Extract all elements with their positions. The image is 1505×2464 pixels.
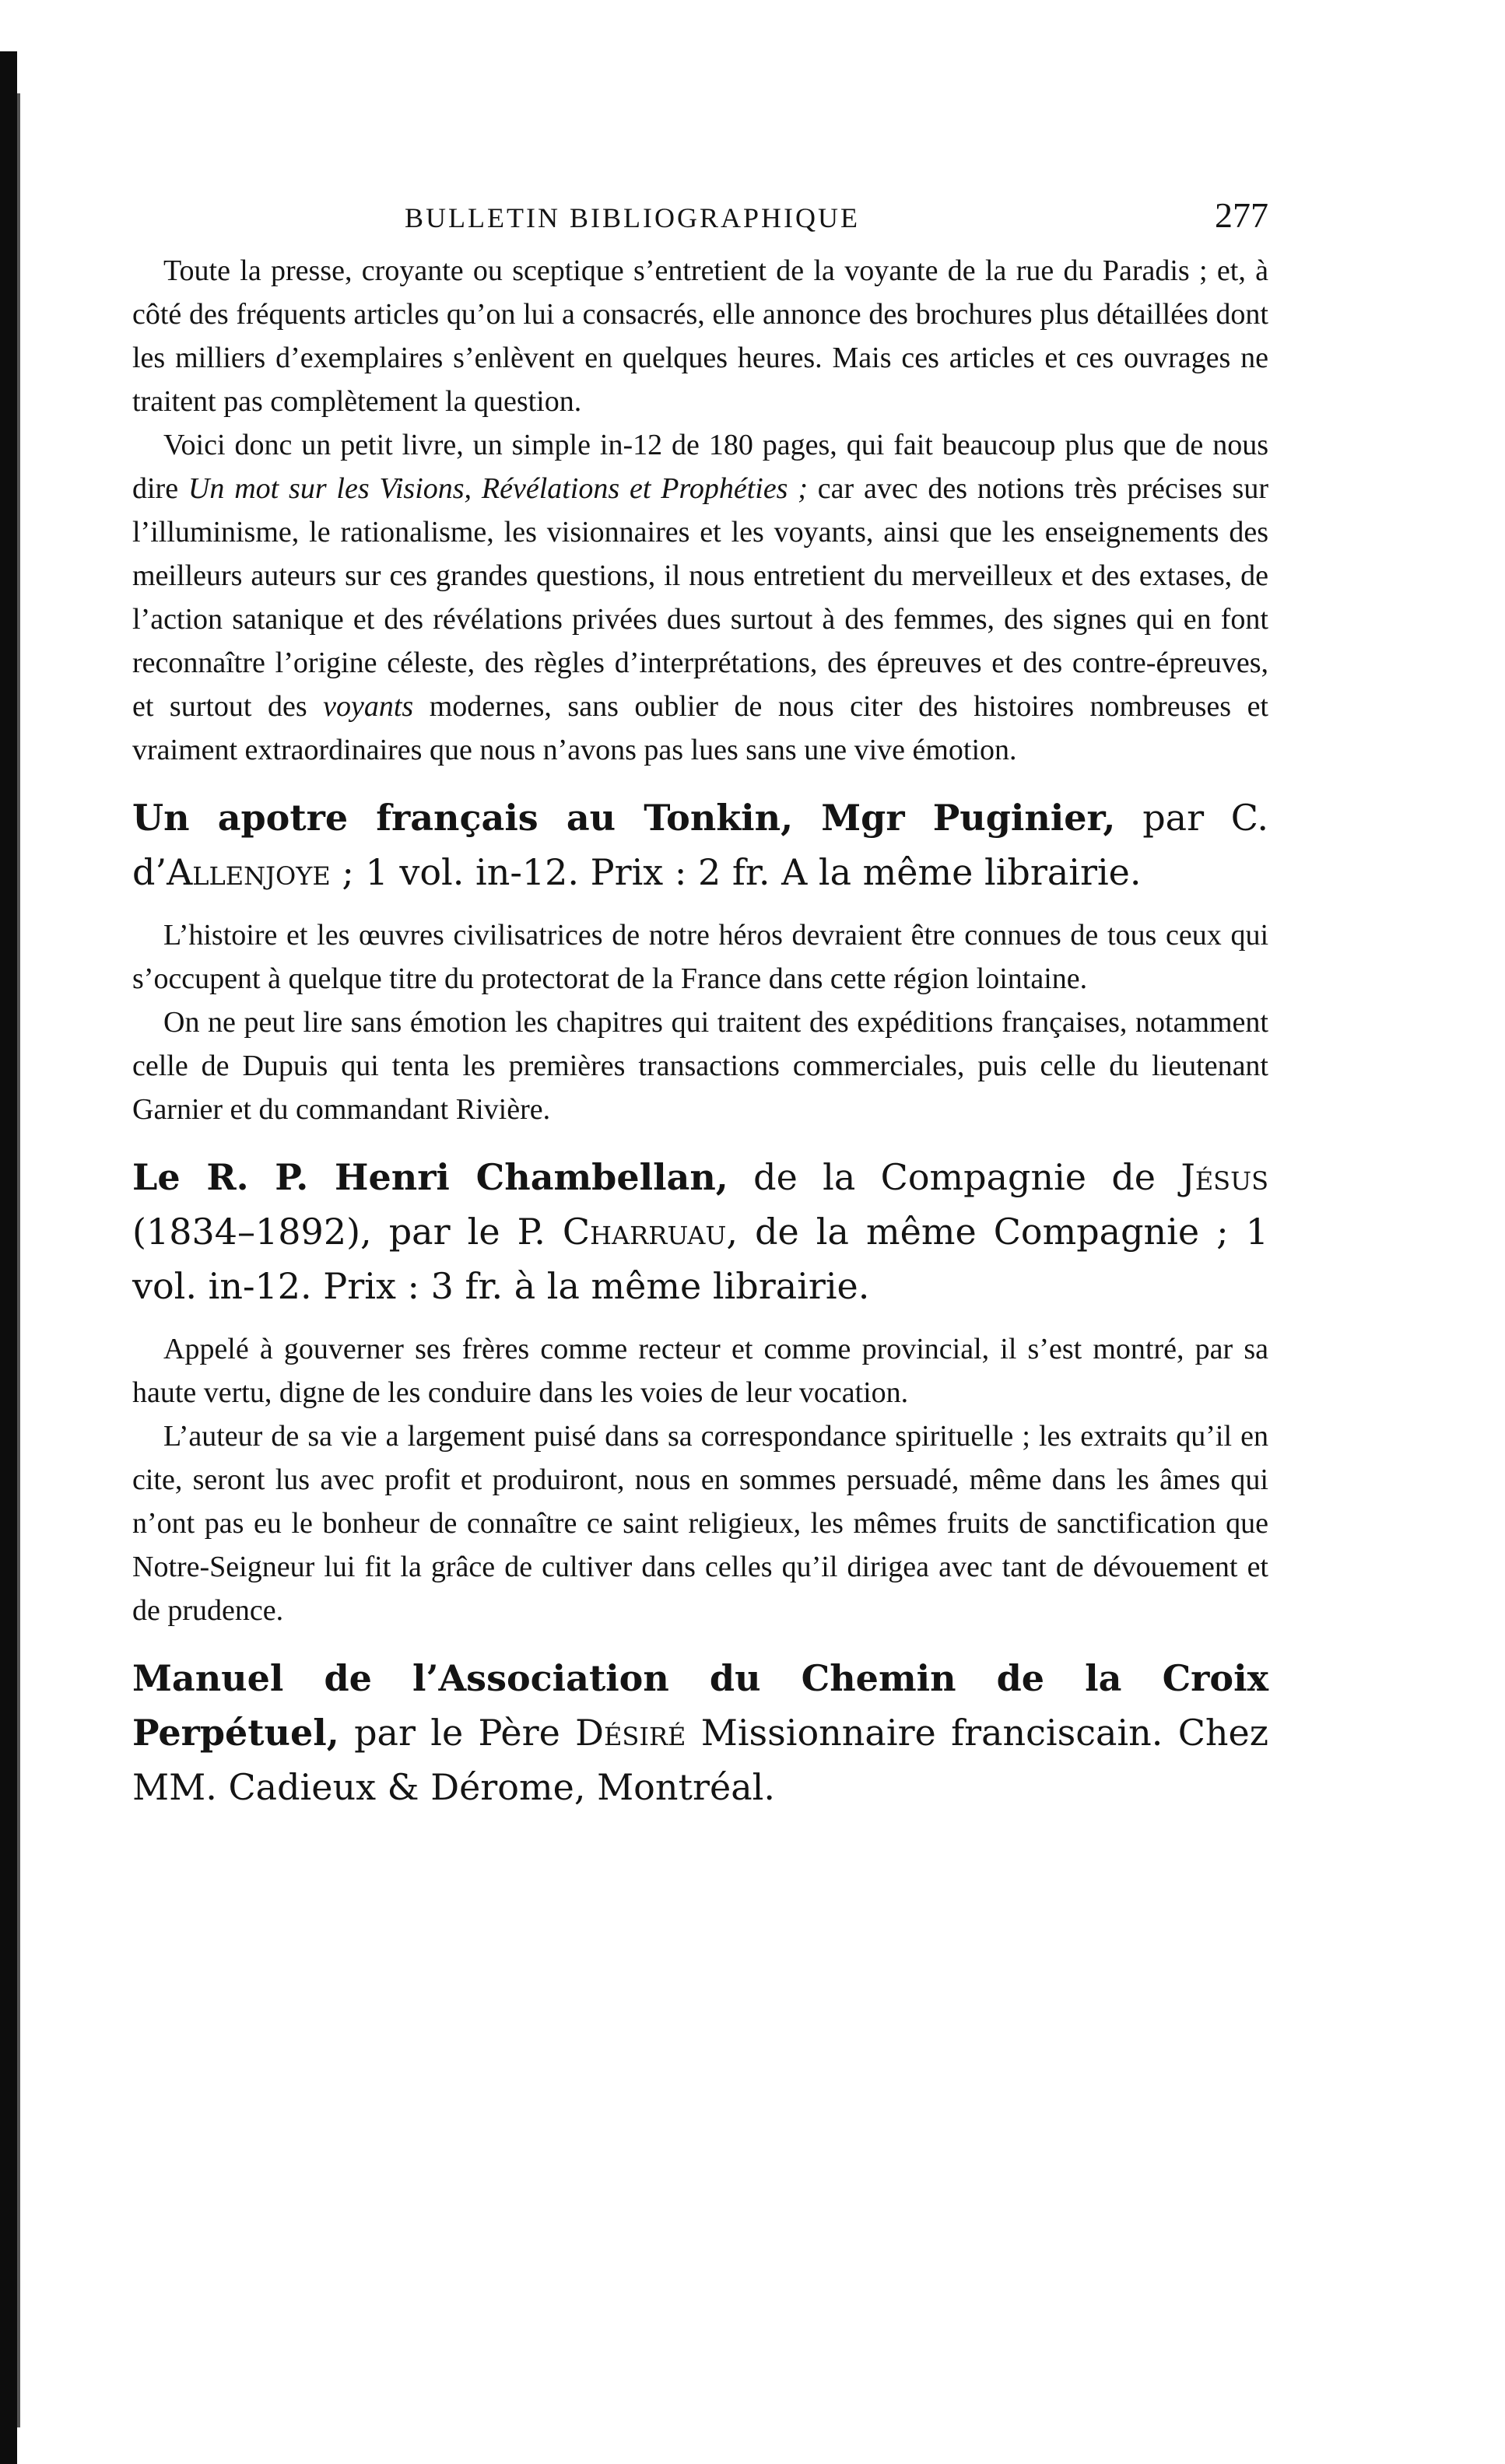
page-number: 277 <box>1215 195 1268 235</box>
spine-edge <box>17 93 20 2427</box>
author-name: Charruau <box>562 1211 727 1253</box>
page-content <box>132 195 1268 1828</box>
author-name: Allenjoye <box>167 851 331 893</box>
entry-title-bold: Manuel de l’Association du Chemin de la Croix Perpétuel, <box>132 1657 1268 1754</box>
review-paragraph: L’auteur de sa vie a largement puisé dans sa correspondance spirituelle ; les extraits qu’il en cite, seront lus avec profit et produiront, nous en sommes persuadé, même dans les âmes qui n’ont pas eu le bonheur de connaître ce saint religieux, les mêmes fruits de sanctification que Notre-Seigneur lui fit la grâce de cultiver dans celles qu’il dirigea avec tant de dévouement et de prudence. <box>132 1420 1268 1627</box>
cited-title: Un mot sur les Visions, Révélations et Prophéties ; <box>188 472 808 505</box>
author-name: Désiré <box>575 1712 686 1754</box>
emphasis: voyants <box>323 690 414 723</box>
running-head: BULLETIN BIBLIOGRAPHIQUE <box>405 202 860 233</box>
entry-heading-manuel <box>132 1651 1268 1814</box>
publication-details: , de la même Compagnie ; 1 vol. in-12. Prix : 3 fr. à la même librairie. <box>132 1211 1268 1307</box>
text-run: Jésus <box>1180 1156 1268 1198</box>
entry-heading-puginier <box>132 790 1268 899</box>
text-run: modernes, sans oublier de nous citer des histoires nombreuses et vraiment extraordinaires que nous n’avons pas lues sans une vive émotion. <box>132 690 1268 766</box>
page-header <box>132 195 1268 249</box>
publication-details: Missionnaire franciscain. Chez MM. Cadieux & Dérome, Montréal. <box>132 1712 1268 1808</box>
entry-heading-chambellan <box>132 1150 1268 1313</box>
text-run: Voici donc un petit livre, un simple in-12 de 180 pages, qui fait beaucoup plus que de nous dire <box>132 429 1268 505</box>
entry-title-bold: Un apotre français au Tonkin, Mgr Puginier, <box>132 797 1116 839</box>
review-paragraph: L’histoire et les œuvres civilisatrices de notre héros devraient être connues de tous ceux qui s’occupent à quelque titre du protectorat de la France dans cette région lointaine. <box>132 919 1268 995</box>
text-run: par C. d’ <box>132 797 1268 893</box>
review-paragraph: Appelé à gouverner ses frères comme recteur et comme provincial, il s’est montré, par sa haute vertu, digne de les conduire dans les voies de leur vocation. <box>132 1333 1268 1409</box>
publication-details: ; 1 vol. in-12. Prix : 2 fr. A la même librairie. <box>330 851 1142 893</box>
continuation-paragraph-1: Toute la presse, croyante ou sceptique s’entretient de la voyante de la rue du Paradis ; et, à côté des fréquents articles qu’on lui a consacrés, elle annonce des brochures plus détaillées dont les milliers d’exemplaires s’enlèvent en quelques heures. Mais ces articles et ces ouvrages ne traitent pas complètement la question. <box>132 254 1268 418</box>
text-run: de la Compagnie de <box>728 1156 1181 1198</box>
text-run: (1834–1892), par le P. <box>132 1211 563 1253</box>
text-run: car avec des notions très précises sur l’illuminisme, le rationalisme, les visionnaires et les voyants, ainsi que les enseignements des meilleurs auteurs sur ces grandes questions, il nous entretient du merveilleux et des extases, de l’action satanique et des révélations privées dues surtout à des femmes, des signes qui en font reconnaître l’origine céleste, des règles d’interprétations, des épreuves et des contre-épreuves, et surtout des <box>132 472 1269 723</box>
review-paragraph: On ne peut lire sans émotion les chapitres qui traitent des expéditions françaises, notamment celle de Dupuis qui tenta les premières transactions commerciales, puis celle du lieutenant Garnier et du commandant Rivière. <box>132 1006 1268 1126</box>
text-run: par le Père <box>339 1712 576 1754</box>
entry-title-bold: Le R. P. Henri Chambellan, <box>132 1156 728 1198</box>
continuation-paragraph-2 <box>132 423 1268 772</box>
book-spine-shadow <box>0 51 17 2464</box>
